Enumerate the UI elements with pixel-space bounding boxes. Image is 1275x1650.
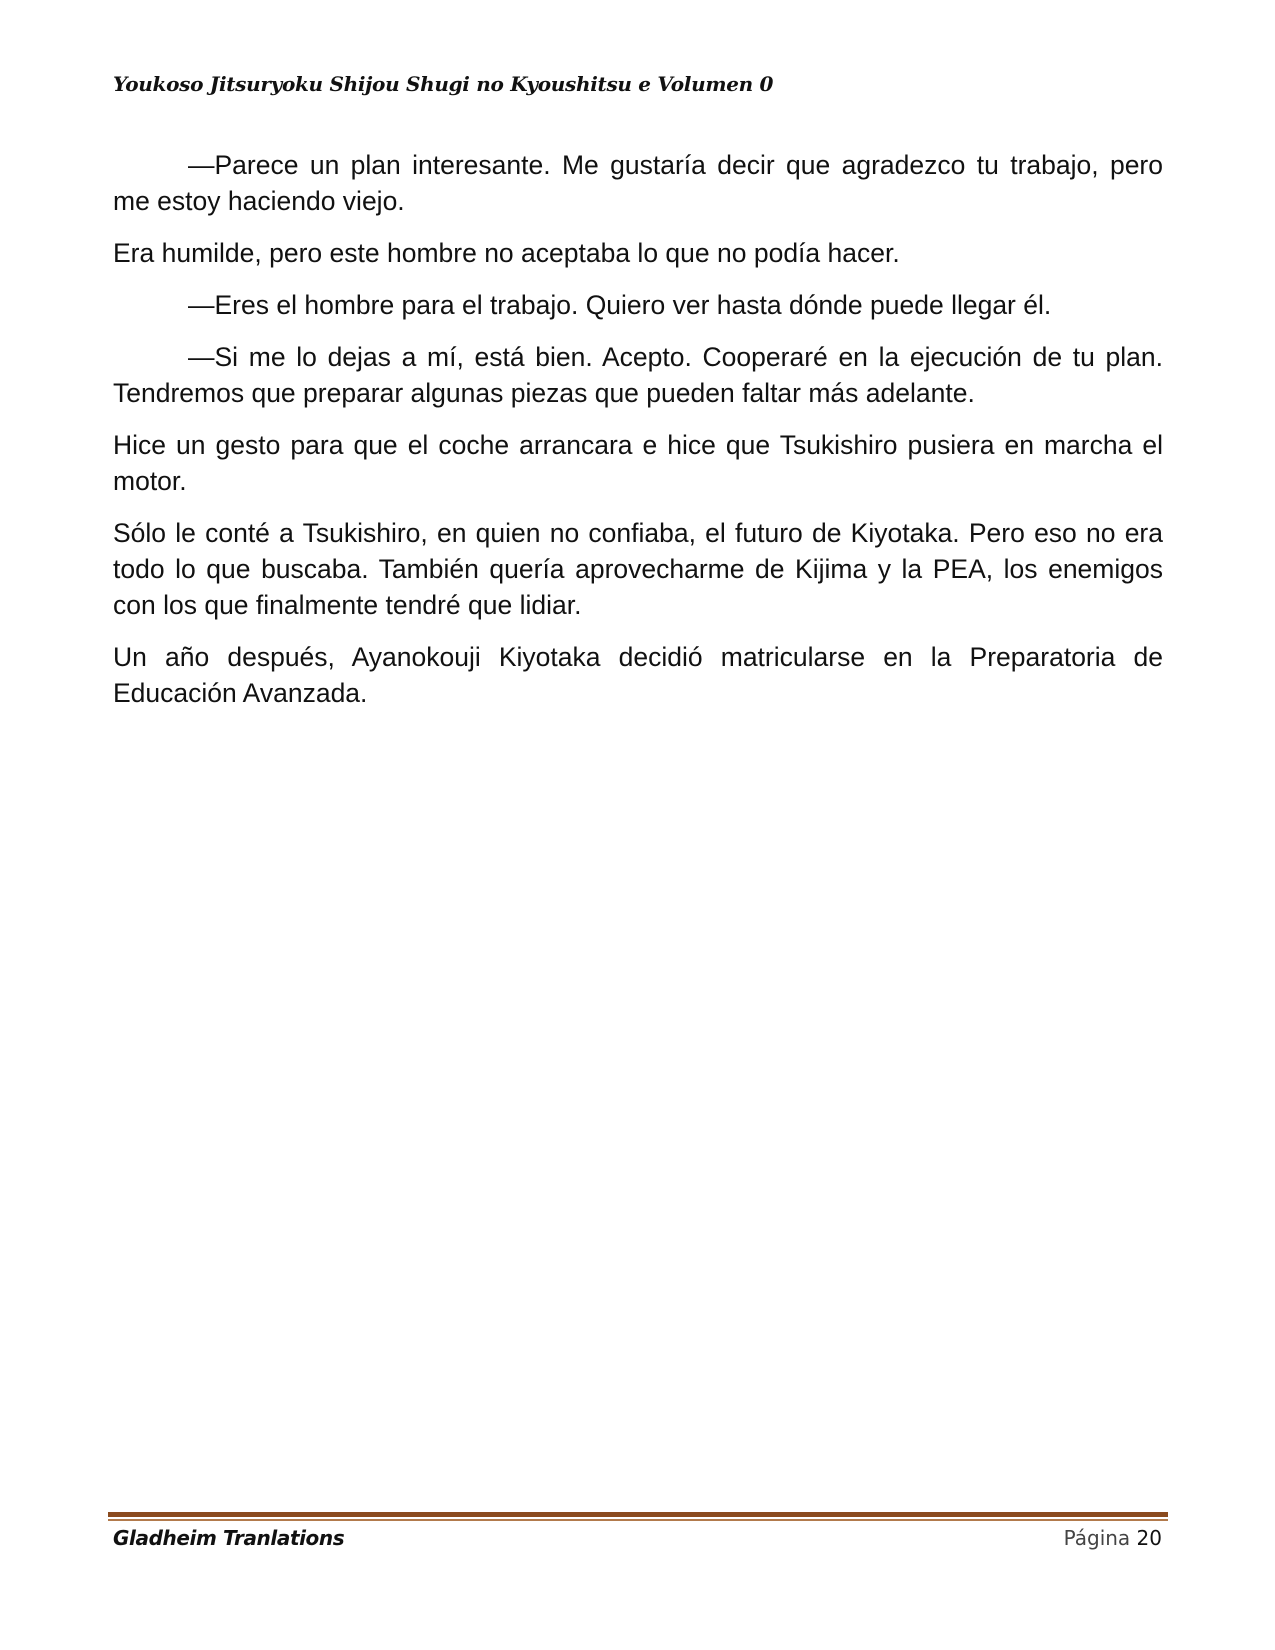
paragraph-dialogue: —Eres el hombre para el trabajo. Quiero ver hasta dónde puede llegar él. <box>188 290 1052 320</box>
footer-divider <box>108 1512 1168 1517</box>
footer-divider-thin <box>108 1519 1168 1521</box>
running-header-title: Youkoso Jitsuryoku Shijou Shugi no Kyoushitsu e Volumen 0 <box>113 72 774 96</box>
paragraph: Sólo le conté a Tsukishiro, en quien no confiaba, el futuro de Kiyotaka. Pero eso no era todo lo que buscaba. También quería aprovecharme de Kijima y la PEA, los enemigos con los que finalmente tendré que lidiar. <box>113 518 1163 620</box>
paragraph: Era humilde, pero este hombre no aceptaba lo que no podía hacer. <box>113 238 900 268</box>
page-number: 20 <box>1136 1526 1162 1550</box>
paragraph-dialogue: —Parece un plan interesante. Me gustaría decir que agradezco tu trabajo, pero me estoy haciendo viejo. <box>113 150 1163 216</box>
paragraph-dialogue: —Si me lo dejas a mí, está bien. Acepto. Cooperaré en la ejecución de tu plan. Tendremos que preparar algunas piezas que pueden faltar más adelante. <box>113 342 1163 408</box>
page-label: Página <box>1063 1526 1131 1550</box>
page-body <box>113 147 1163 727</box>
paragraph: Un año después, Ayanokouji Kiyotaka decidió matricularse en la Preparatoria de Educación Avanzada. <box>113 642 1163 708</box>
paragraph: Hice un gesto para que el coche arrancara e hice que Tsukishiro pusiera en marcha el motor. <box>113 430 1163 496</box>
footer-publisher: Gladheim Tranlations <box>113 1526 345 1550</box>
footer-page-indicator <box>1064 1526 1162 1550</box>
